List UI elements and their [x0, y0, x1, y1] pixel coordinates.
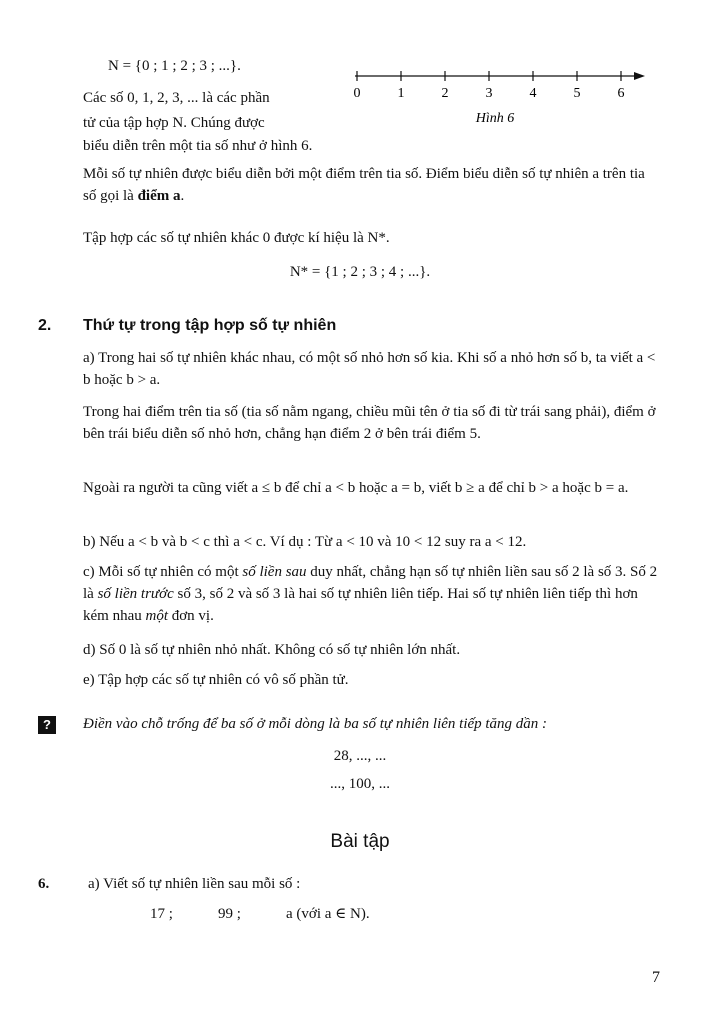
section-title: Thứ tự trong tập hợp số tự nhiên [83, 317, 337, 334]
point-definition-text: Mỗi số tự nhiên được biểu diễn bởi một điểm trên tia số. Điểm biểu diễn số tự nhiên a trên tia số gọi là [83, 166, 645, 204]
paragraph-a1: a) Trong hai số tự nhiên khác nhau, có một số nhỏ hơn số kia. Khi số a nhỏ hơn số b, ta viết a < b hoặc b > a. [83, 350, 656, 388]
number-line-tick-label: 5 [573, 86, 581, 101]
exercises-title: Bài tập [330, 831, 390, 852]
number-line-tick-label: 6 [617, 86, 625, 101]
question-line-2: ..., 100, ... [330, 776, 390, 792]
intro-line-2: tử của tập hợp N. Chúng được [83, 115, 265, 131]
paragraph-c [83, 562, 661, 627]
paragraph-c-italic-1: số liền sau [242, 564, 307, 580]
intro-line-3: biểu diễn trên một tia số như ở hình 6. [83, 138, 313, 154]
exercise-item-3: a (với a ∈ N). [286, 906, 370, 922]
question-line-1: 28, ..., ... [333, 748, 387, 764]
paragraph-c-text-4: đơn vị. [167, 607, 214, 624]
number-line-tick-label: 0 [353, 86, 361, 101]
exercise-number: 6. [38, 876, 50, 892]
number-line-tick-label: 3 [485, 86, 493, 101]
paragraph-e: e) Tập hợp các số tự nhiên có vô số phần tử. [83, 672, 349, 688]
paragraph-c-italic-2: số liền trước [97, 585, 174, 602]
paragraph-c-text-1: c) Mỗi số tự nhiên có một [83, 564, 243, 580]
paragraph-d: d) Số 0 là số tự nhiên nhỏ nhất. Không có số tự nhiên lớn nhất. [83, 642, 461, 658]
paragraph-c-italic-3: một [145, 607, 168, 624]
nstar-set-formula: N* = {1 ; 2 ; 3 ; 4 ; ...}. [289, 264, 431, 280]
section-number: 2. [38, 317, 52, 334]
figure-caption: Hình 6 [475, 111, 515, 126]
paragraph-b: b) Nếu a < b và b < c thì a < c. Ví dụ : Từ a < 10 và 10 < 12 suy ra a < 12. [83, 534, 527, 550]
question-prompt: Điền vào chỗ trống để ba số ở mỗi dòng là ba số tự nhiên liên tiếp tăng dần : [83, 716, 548, 732]
paragraph-c-text-3: số 3, số 2 và số 3 là hai số tự nhiên liên tiếp. Hai số tự nhiên liên tiếp thì hơn kém nhau [83, 585, 638, 624]
exercise-item-1: 17 ; [150, 906, 173, 922]
number-line-tick-label: 1 [397, 86, 405, 101]
number-line-tick-label: 4 [529, 86, 537, 101]
point-definition-end: . [180, 187, 185, 204]
paragraph-c-text-2: duy nhất, chẳng hạn số tự nhiên liền sau số 2 là số 3. Số 2 là [83, 564, 658, 602]
number-line-figure [345, 64, 655, 134]
question-icon: ? [38, 716, 56, 734]
page-number: 7 [652, 969, 660, 986]
number-line-tick-label: 2 [441, 86, 449, 101]
exercise-prompt: a) Viết số tự nhiên liền sau mỗi số : [88, 876, 301, 892]
set-n-formula: N = {0 ; 1 ; 2 ; 3 ; ...}. [108, 58, 241, 74]
paragraph-a2: Trong hai điểm trên tia số (tia số nằm ngang, chiều mũi tên ở tia số đi từ trái sang phải), điểm ở bên trái biểu diễn số nhỏ hơn, chẳng hạn điểm 2 ở bên trái điểm 5. [83, 404, 656, 442]
number-line-arrow [634, 72, 645, 80]
exercise-item-2: 99 ; [218, 906, 241, 922]
intro-line-1: Các số 0, 1, 2, 3, ... là các phần [83, 90, 270, 106]
paragraph-a3: Ngoài ra người ta cũng viết a ≤ b để chỉ a < b hoặc a = b, viết b ≥ a để chỉ b > a hoặc b = a. [83, 480, 629, 496]
nstar-definition: Tập hợp các số tự nhiên khác 0 được kí hiệu là N*. [83, 230, 390, 246]
point-definition-bold: điểm a [137, 187, 181, 204]
point-definition [83, 164, 661, 208]
